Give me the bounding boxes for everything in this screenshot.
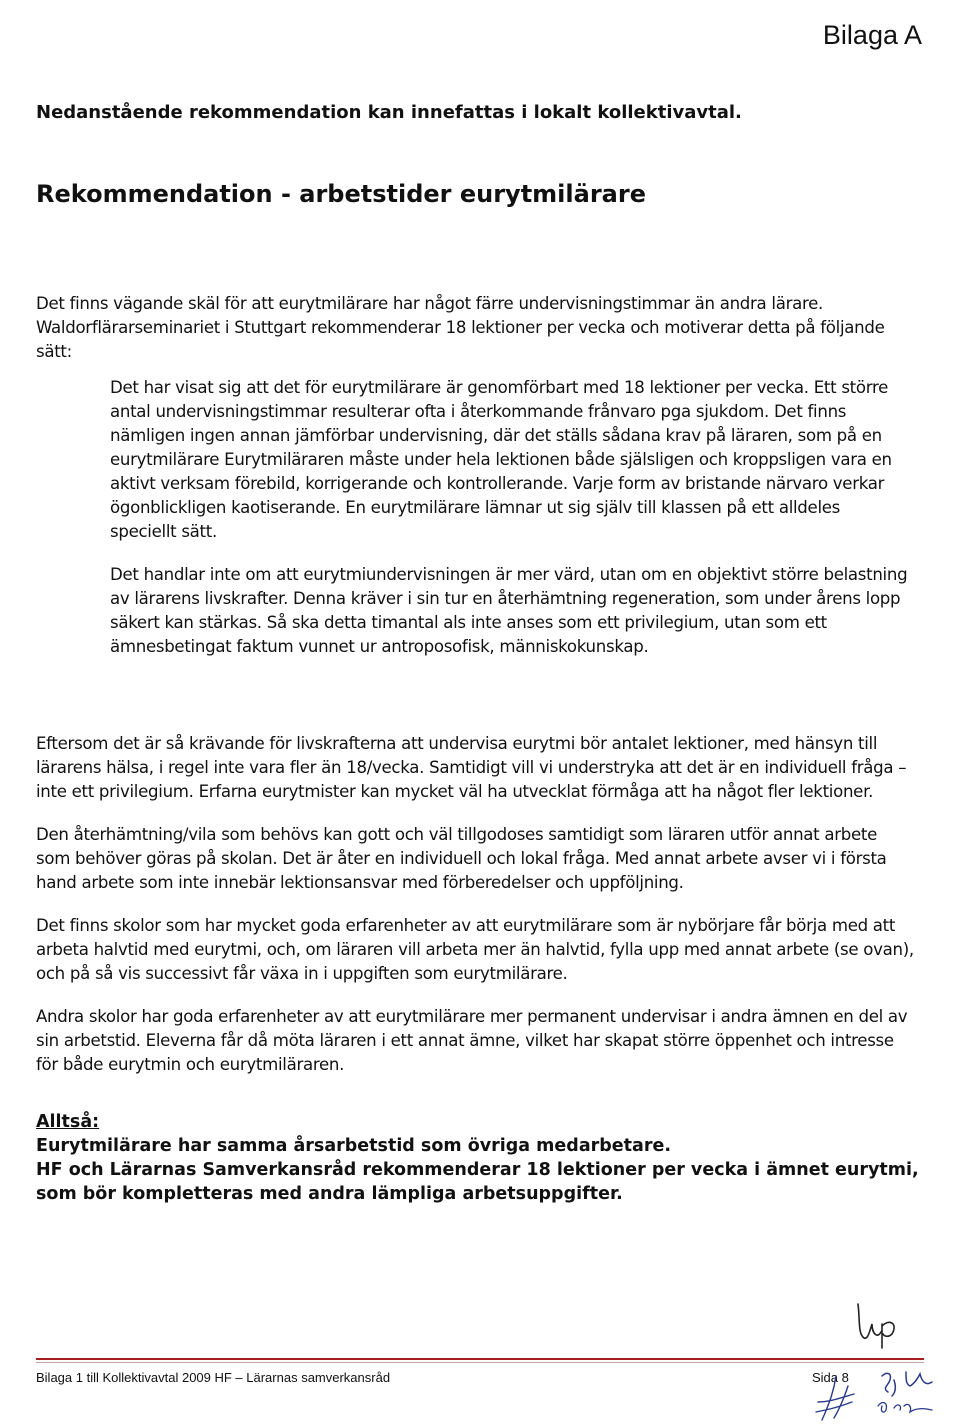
summary-line-1: Eurytmilärare har samma årsarbetstid som övriga medarbetare. — [36, 1136, 671, 1156]
body-section — [36, 732, 916, 1096]
summary-section — [36, 1110, 926, 1206]
handwritten-signature-2 — [872, 1362, 956, 1422]
paragraph-1: Det finns vägande skäl för att eurytmilärare har något färre undervisningstimmar än andra lärare. Waldorflärarseminariet i Stuttgart rekommenderar 18 lektioner per vecka och motiverar detta på följande sätt: — [36, 294, 885, 361]
body-paragraph: Andra skolor har goda erfarenheter av att eurytmilärare mer permanent undervisar i andra ämnen en del av sin arbetstid. Eleverna får då möta läraren i ett annat ämne, vilket har skapat större öppenhet och intresse för både eurytmin och eurytmiläraren. — [36, 1007, 908, 1074]
appendix-label: Bilaga A — [822, 20, 922, 50]
handwritten-signature — [812, 1372, 858, 1424]
body-paragraph: Den återhämtning/vila som behövs kan gott och väl tillgodoses samtidigt som läraren utför annat arbete som behöver göras på skolan. Det är åter en individuell och lokal fråga. Med annat arbete avser vi i första hand arbete som inte innebär lektionsansvar med förberedelser och uppföljning. — [36, 825, 887, 892]
footer-rule — [36, 1358, 924, 1360]
page-number: Sida 8 — [812, 1370, 849, 1385]
summary-heading: Alltså: — [36, 1112, 100, 1132]
handwritten-initials — [852, 1300, 902, 1350]
footer-rule-secondary — [36, 1362, 924, 1363]
document-title: Rekommendation - arbetstider eurytmilärare — [36, 180, 646, 208]
intro-note: Nedanstående rekommendation kan innefattas i lokalt kollektivavtal. — [36, 102, 742, 123]
quote-paragraph-2: Det handlar inte om att eurytmiundervisningen är mer värd, utan om en objektivt större belastning av lärarens livskrafter. Denna kräver i sin tur en återhämtning regeneration, som under årens lopp säkert kan stärkas. Så ska detta timantal als inte anses som ett privilegium, utan som ett ämnesbetingat faktum vunnet ur antroposofisk, människokunskap. — [110, 565, 908, 656]
quote-paragraph-1: Det har visat sig att det för eurytmilärare är genomförbart med 18 lektioner per vecka. Ett större antal undervisningstimmar resulterar ofta i återkommande frånvaro pga sjukdom. Det finns nämligen ingen annan jämförbar undervisning, där det ställs sådana krav på läraren, som på en eurytmilärare Eurytmiläraren måste under hela lektionen både själsligen och kroppsligen vara en aktivt verksam förebild, korrigerande och kontrollerande. Varje form av bristande närvaro verkar ögonblickligen kaotiserande. En eurytmilärare lämnar ut sig själv till klassen på ett alldeles speciellt sätt. — [110, 378, 892, 541]
body-paragraph: Det finns skolor som har mycket goda erfarenheter av att eurytmilärare som är nybörjare får börja med att arbeta halvtid med eurytmi, och, om läraren vill arbeta mer än halvtid, fylla upp med annat arbete (se ovan), och på så vis successivt får växa in i uppgiften som eurytmilärare. — [36, 916, 914, 983]
summary-line-2: HF och Lärarnas Samverkansråd rekommenderar 18 lektioner per vecka i ämnet eurytmi, som bör kompletteras med andra lämpliga arbetsuppgifter. — [36, 1160, 919, 1204]
quote-block — [110, 376, 910, 659]
footer-text: Bilaga 1 till Kollektivavtal 2009 HF – Lärarnas samverkansråd — [36, 1370, 391, 1385]
body-paragraph: Eftersom det är så krävande för livskrafterna att undervisa eurytmi bör antalet lektioner, med hänsyn till lärarens hälsa, i regel inte vara fler än 18/vecka. Samtidigt vill vi understryka att det är en individuell fråga – inte ett privilegium. Erfarna eurytmister kan mycket väl ha utvecklat förmåga att ha något fler lektioner. — [36, 734, 907, 801]
